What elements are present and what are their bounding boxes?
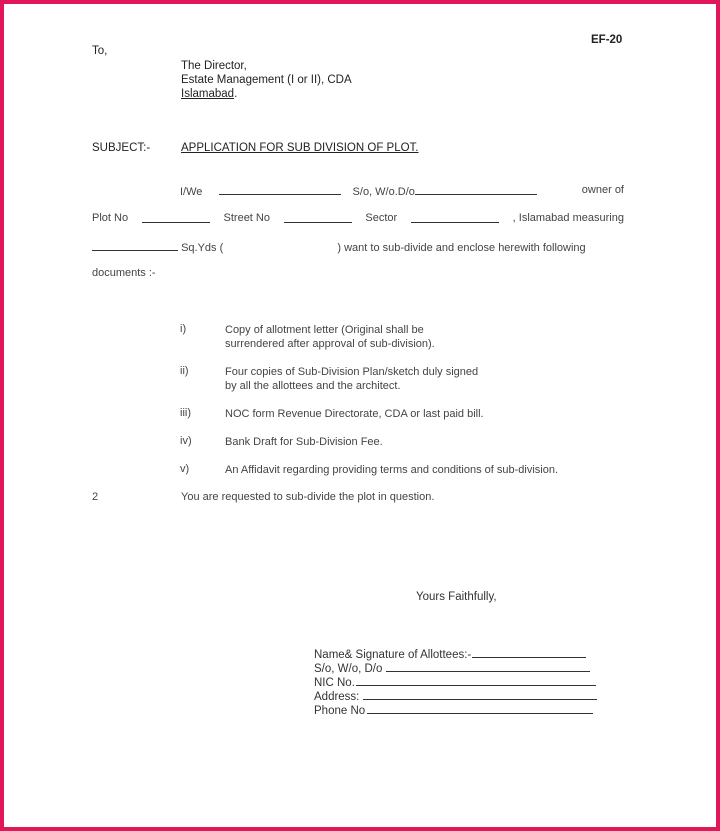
document-line: Four copies of Sub-Division Plan/sketch duly signed <box>225 366 479 378</box>
sector-label: Sector <box>365 212 398 224</box>
nic-row <box>314 675 596 689</box>
name-field[interactable] <box>219 184 341 195</box>
signature-row <box>314 647 586 661</box>
document-line: surrendered after approval of sub-division). <box>225 338 435 350</box>
to-label: To, <box>92 45 108 57</box>
signature-nic-field[interactable] <box>356 675 596 686</box>
signature-address-field[interactable] <box>363 689 597 700</box>
document-line: An Affidavit regarding providing terms and conditions of sub-division. <box>225 464 559 476</box>
document-line: Bank Draft for Sub-Division Fee. <box>225 436 383 448</box>
body-line-1 <box>180 184 624 198</box>
street-no-field[interactable] <box>284 212 352 223</box>
document-number: iii) <box>180 407 191 419</box>
address-row <box>314 689 597 703</box>
want-text: ) want to sub-divide and enclose herewith following <box>337 242 586 254</box>
signature-name-label: Name& Signature of Allottees:- <box>314 649 472 661</box>
body-line-2 <box>92 212 624 224</box>
owner-of-label: owner of <box>581 184 624 196</box>
address-line-3 <box>181 88 237 100</box>
street-no-label: Street No <box>223 212 270 224</box>
area-field[interactable] <box>92 240 178 251</box>
sqyds-label: Sq.Yds ( <box>181 242 224 254</box>
form-code: EF-20 <box>591 34 623 46</box>
body-line-3 <box>92 240 624 254</box>
signature-phone-label: Phone No <box>314 705 366 717</box>
para-2-text: You are requested to sub-divide the plot in question. <box>181 491 435 503</box>
plot-no-label: Plot No <box>92 212 129 224</box>
signature-name-field[interactable] <box>472 647 586 658</box>
address-line-2: Estate Management (I or II), CDA <box>181 74 352 86</box>
document-number: ii) <box>180 365 189 377</box>
signature-nic-label: NIC No. <box>314 677 355 689</box>
islamabad-measuring-label: , Islamabad measuring <box>512 212 624 224</box>
address-city: Islamabad <box>181 88 235 100</box>
signature-address-label: Address: <box>314 691 360 703</box>
para-2-number: 2 <box>92 491 99 503</box>
signature-so-field[interactable] <box>386 661 590 672</box>
subject-label: SUBJECT:- <box>92 142 151 154</box>
signature-phone-field[interactable] <box>367 703 593 714</box>
address-line-1: The Director, <box>181 60 247 72</box>
documents-label: documents :- <box>92 267 156 279</box>
parent-name-field[interactable] <box>415 184 537 195</box>
so-row <box>314 661 590 675</box>
iwe-label: I/We <box>180 186 203 198</box>
document-number: i) <box>180 323 187 335</box>
document-line: Copy of allotment letter (Original shall be <box>225 324 424 336</box>
document-line: NOC form Revenue Directorate, CDA or last paid bill. <box>225 408 484 420</box>
address-city-suffix: . <box>234 88 238 100</box>
subject-text: APPLICATION FOR SUB DIVISION OF PLOT. <box>181 142 419 154</box>
document-number: iv) <box>180 435 192 447</box>
plot-no-field[interactable] <box>142 212 210 223</box>
phone-row <box>314 703 593 717</box>
so-label: S/o, W/o.D/o <box>352 186 415 198</box>
document-line: by all the allottees and the architect. <box>225 380 401 392</box>
sector-field[interactable] <box>411 212 499 223</box>
closing: Yours Faithfully, <box>416 591 497 603</box>
signature-so-label: S/o, W/o, D/o <box>314 663 383 675</box>
document-number: v) <box>180 463 190 475</box>
